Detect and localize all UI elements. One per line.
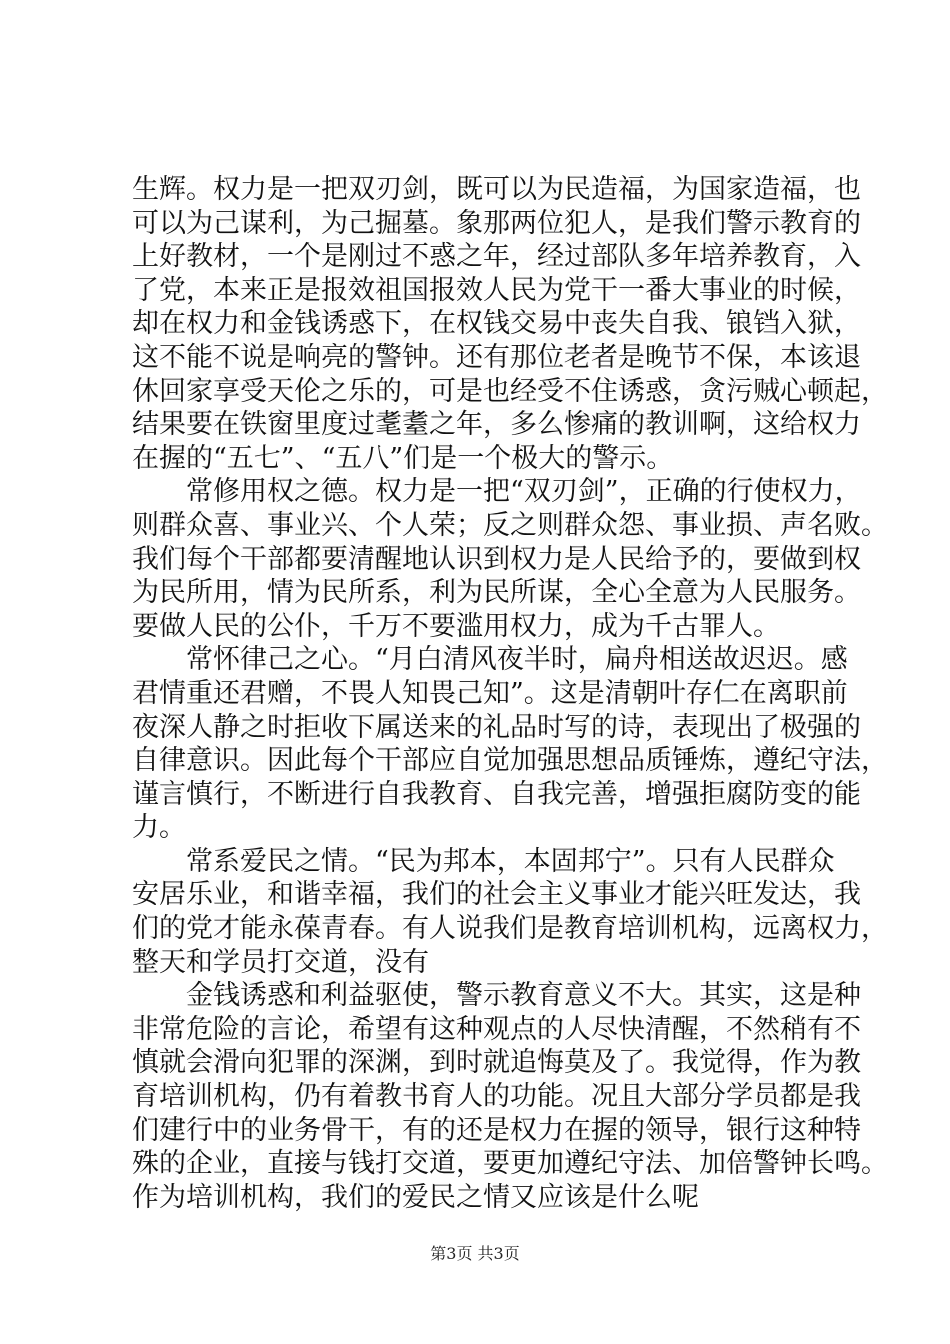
text-line: 结果要在铁窗里度过耄耋之年，多么惨痛的教训啊，这给权力 (132, 409, 861, 441)
page-number-footer: 第3页 共3页 (430, 1244, 520, 1263)
text-line: 殊的企业，直接与钱打交道，要更加遵纪守法、加倍警钟长鸣。 (132, 1148, 888, 1180)
text-line: 育培训机构，仍有着教书育人的功能。况且大部分学员都是我 (132, 1081, 861, 1113)
text-line: 我们每个干部都要清醒地认识到权力是人民给予的，要做到权 (132, 543, 861, 575)
text-line: 却在权力和金钱诱惑下，在权钱交易中丧失自我、锒铛入狱， (132, 308, 861, 340)
text-line: 在握的“五七”、“五八”们是一个极大的警示。 (132, 442, 674, 474)
text-line: 生辉。权力是一把双刃剑，既可以为民造福，为国家造福，也 (132, 174, 861, 205)
text-line: 夜深人静之时拒收下属送来的礼品时写的诗，表现出了极强的 (132, 711, 861, 743)
text-line: 可以为己谋利，为己掘墓。象那两位犯人，是我们警示教育的 (132, 207, 861, 239)
text-line: 力。 (132, 812, 186, 844)
text-line: 了党，本来正是报效祖国报效人民为党干一番大事业的时候， (132, 274, 861, 306)
paragraph-start-line: 常系爱民之情。“民为邦本，本固邦宁”。只有人民群众 (186, 845, 835, 877)
text-line: 则群众喜、事业兴、个人荣；反之则群众怨、事业损、声名败。 (132, 509, 888, 541)
text-line: 整天和学员打交道，没有 (132, 946, 429, 978)
text-line: 们的党才能永葆青春。有人说我们是教育培训机构，远离权力， (132, 913, 888, 945)
paragraph-start-line: 常修用权之德。权力是一把“双刃剑”，正确的行使权力， (186, 476, 862, 508)
text-line: 们建行中的业务骨干，有的还是权力在握的领导，银行这种特 (132, 1114, 861, 1146)
text-line: 安居乐业，和谐幸福，我们的社会主义事业才能兴旺发达，我 (132, 879, 861, 911)
text-line: 要做人民的公仆，千万不要滥用权力，成为千古罪人。 (132, 610, 780, 642)
text-line: 非常危险的言论，希望有这种观点的人尽快清醒，不然稍有不 (132, 1013, 861, 1045)
text-line: 慎就会滑向犯罪的深渊，到时就追悔莫及了。我觉得，作为教 (132, 1047, 861, 1079)
text-line: 为民所用，情为民所系，利为民所谋，全心全意为人民服务。 (132, 577, 861, 609)
paragraph-start-line: 金钱诱惑和利益驱使，警示教育意义不大。其实，这是种 (186, 980, 861, 1012)
text-line: 这不能不说是响亮的警钟。还有那位老者是晚节不保，本该退 (132, 341, 861, 373)
text-line: 自律意识。因此每个干部应自觉加强思想品质锤炼，遵纪守法， (132, 745, 888, 777)
text-line: 休回家享受天伦之乐的，可是也经受不住诱惑，贪污贼心顿起， (132, 375, 888, 407)
text-line: 君情重还君赠，不畏人知畏己知”。这是清朝叶存仁在离职前 (132, 677, 848, 709)
text-line: 上好教材，一个是刚过不惑之年，经过部队多年培养教育，入 (132, 241, 861, 273)
paragraph-start-line: 常怀律己之心。“月白清风夜半时，扁舟相送故迟迟。感 (186, 644, 848, 676)
document-body (132, 173, 888, 1214)
text-line: 谨言慎行，不断进行自我教育、自我完善，增强拒腐防变的能 (132, 778, 861, 810)
text-line: 作为培训机构，我们的爱民之情又应该是什么呢 (132, 1181, 699, 1213)
